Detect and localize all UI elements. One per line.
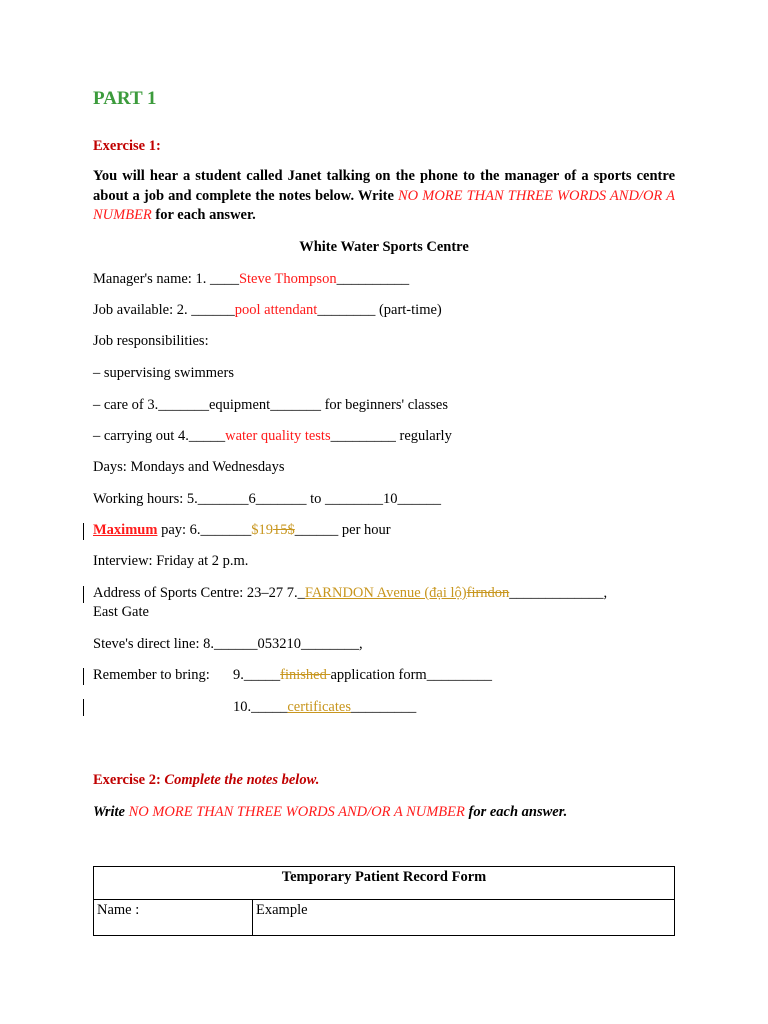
ex2-instr-limit: NO MORE THAN THREE WORDS AND/OR A NUMBER	[128, 804, 465, 820]
patient-record-table	[93, 866, 675, 936]
resp2-pre: – care of 3._______	[93, 397, 209, 413]
bring10-tail: _________	[350, 699, 417, 715]
hours-end: 10	[383, 491, 398, 507]
form-title: White Water Sports Centre	[299, 239, 469, 255]
hours-start: 6	[248, 491, 256, 507]
responsibility-3	[93, 428, 452, 445]
instr-text: You will hear a student called Janet talking on the phone to the manager of a sports centre about a job and complete the notes below. Write	[93, 168, 675, 204]
bring-label: Remember to bring:	[93, 667, 210, 683]
pay-answer: $19	[251, 522, 274, 538]
ex2-instr-pre: Write	[93, 804, 129, 820]
address-line	[93, 585, 675, 602]
manager-label: Manager's name: 1. ____	[93, 271, 239, 287]
table-cell-label: Name :	[94, 900, 253, 936]
resp2-answer: equipment	[208, 397, 271, 413]
bring-item-9	[233, 667, 492, 684]
job-label: Job available: 2. ______	[93, 302, 235, 318]
phone-line	[93, 636, 363, 653]
exercise2-subtitle: Complete the notes below.	[160, 772, 320, 788]
part-title: PART 1	[93, 88, 157, 109]
bring10-answer: certificates	[287, 699, 351, 715]
resp3-answer: water quality tests	[225, 428, 331, 444]
bring9-answer: application form	[330, 667, 427, 683]
manager-answer: Steve Thompson	[238, 271, 337, 287]
pay-keyword: Maximum	[93, 522, 158, 538]
job-line	[93, 302, 442, 319]
address-tail: _____________,	[509, 585, 608, 601]
pay-line	[93, 522, 391, 539]
manager-line	[93, 271, 409, 288]
address-pre: Address of Sports Centre: 23–27 7._	[93, 585, 305, 601]
exercise2-instructions	[93, 804, 567, 821]
resp3-tail: _________ regularly	[330, 428, 452, 444]
instr-limit: NO MORE THAN THREE WORDS AND/OR A NUMBER	[93, 187, 675, 223]
responsibility-2	[93, 397, 448, 414]
address-answer: FARNDON Avenue (đại lộ)	[304, 585, 467, 601]
exercise1-instructions	[93, 167, 675, 226]
bring9-struck: finished	[280, 667, 331, 683]
job-tail: ________ (part-time)	[317, 302, 442, 318]
change-bar	[83, 668, 84, 685]
address-struck: firndon	[466, 585, 510, 601]
change-bar	[83, 523, 84, 540]
change-bar	[83, 586, 84, 603]
hours-mid: _______ to ________	[255, 491, 384, 507]
resp3-pre: – carrying out 4._____	[93, 428, 226, 444]
pay-struck: 15$	[273, 522, 295, 538]
phone-answer: 053210	[257, 636, 301, 652]
responsibilities-label: Job responsibilities:	[93, 333, 209, 349]
exercise2-heading	[93, 772, 319, 789]
bring10-number: 10._____	[233, 699, 288, 715]
hours-pre: Working hours: 5._______	[93, 491, 249, 507]
phone-pre: Steve's direct line: 8.______	[93, 636, 258, 652]
phone-tail: ________,	[301, 636, 363, 652]
exercise1-title: Exercise 1:	[93, 138, 161, 154]
hours-tail: ______	[397, 491, 442, 507]
bring9-tail: _________	[426, 667, 492, 683]
interview-line: Interview: Friday at 2 p.m.	[93, 553, 249, 569]
bring-item-10	[233, 699, 416, 716]
responsibility-1: – supervising swimmers	[93, 365, 234, 381]
manager-tail: __________	[336, 271, 410, 287]
job-answer: pool attendant	[234, 302, 318, 318]
change-bar	[83, 699, 84, 716]
ex2-instr-post: for each answer.	[464, 804, 568, 820]
pay-pre: pay: 6._______	[157, 522, 252, 538]
table-header: Temporary Patient Record Form	[94, 867, 675, 900]
exercise2-title: Exercise 2:	[93, 772, 161, 788]
days-line: Days: Mondays and Wednesdays	[93, 459, 285, 475]
hours-line	[93, 491, 441, 508]
instr-end: for each answer.	[151, 207, 256, 223]
pay-tail: ______ per hour	[294, 522, 391, 538]
bring9-number: 9._____	[233, 667, 281, 683]
table-cell-value: Example	[253, 900, 675, 936]
address-line-2: East Gate	[93, 604, 149, 620]
resp2-tail: _______ for beginners' classes	[270, 397, 448, 413]
